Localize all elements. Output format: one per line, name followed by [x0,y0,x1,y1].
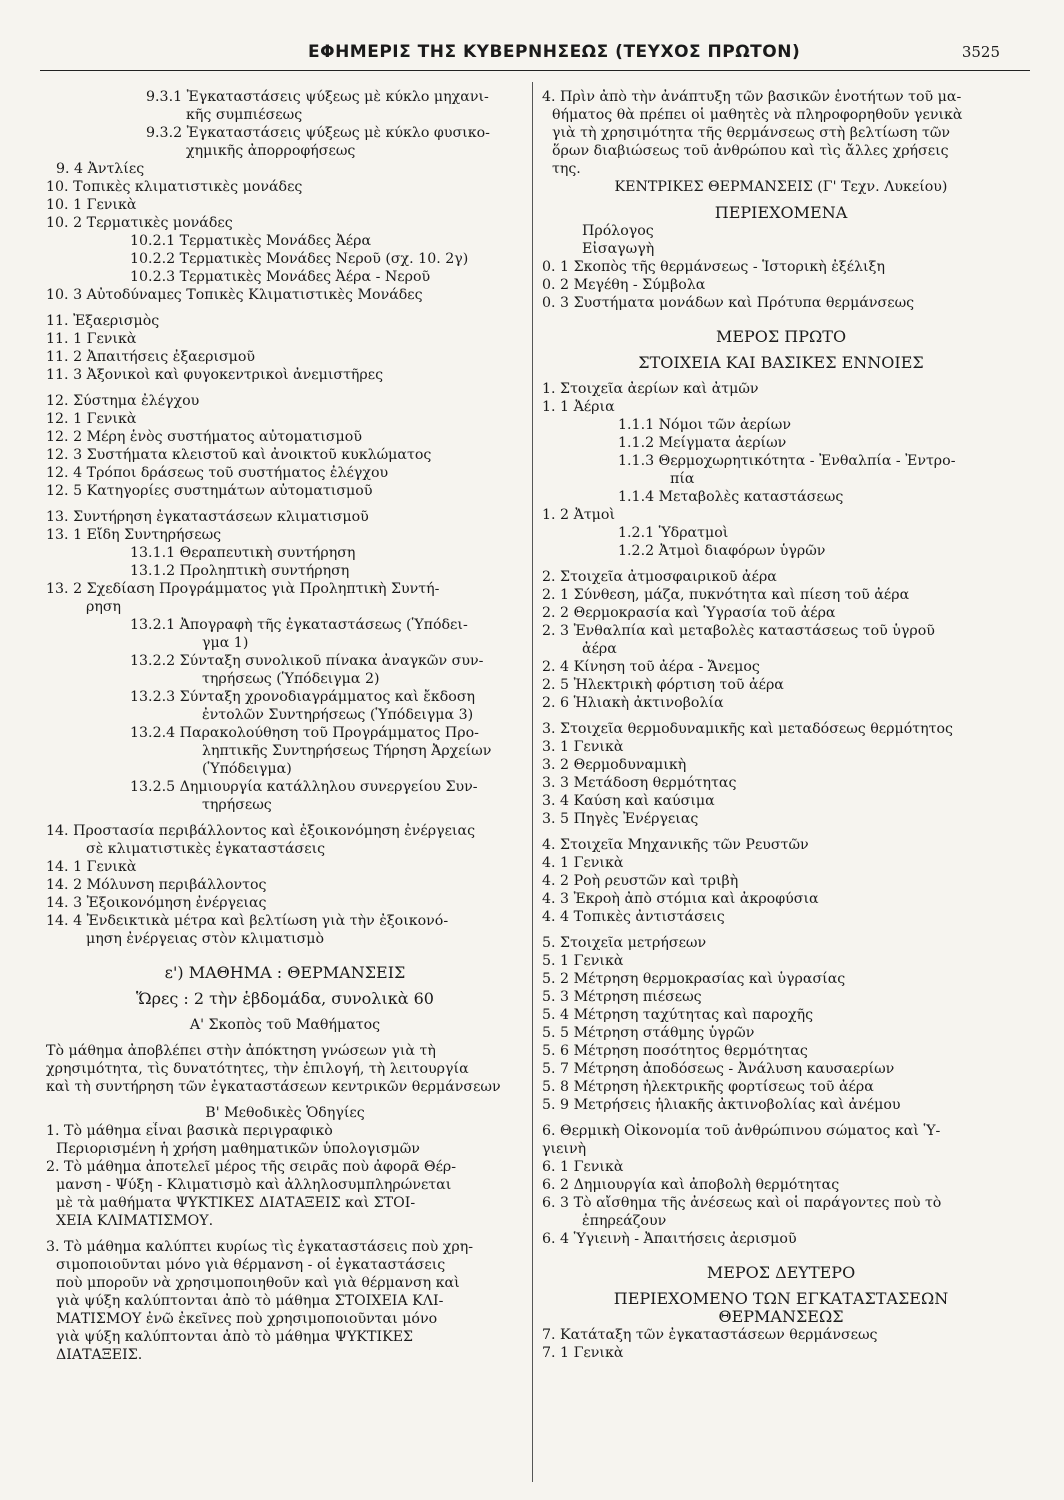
text-line: γιὰ τὴ χρησιμότητα τῆς θερμάνσεως στὴ βελτίωση τῶν [552,125,951,141]
text-line: 10. 3 Αὐτοδύναμες Τοπικὲς Κλιματιστικὲς Μονάδες [46,287,423,303]
part-heading: ΜΕΡΟΣ ΠΡΩΤΟ [715,328,847,346]
text-line: 13.1.2 Προληπτικὴ συντήρηση [130,563,350,579]
part-heading: ΜΕΡΟΣ ΔΕΥΤΕΡΟ [706,1264,856,1282]
text-line: 1.1.1 Νόμοι τῶν ἀερίων [618,417,791,433]
part-subheading: ΠΕΡΙΕΧΟΜΕΝΟ ΤΩΝ ΕΓΚΑΤΑΣΤΑΣΕΩΝ [613,1290,949,1308]
text-line: γμα 1) [202,635,249,651]
gazette-title: ΕΦΗΜΕΡΙΣ ΤΗΣ ΚΥΒΕΡΝΗΣΕΩΣ (ΤΕΥΧΟΣ ΠΡΩΤΟΝ) [308,42,801,62]
text-line: 10. 1 Γενικὰ [46,197,137,213]
text-line: 11. 2 Ἀπαιτήσεις ἐξαερισμοῦ [46,349,256,365]
text-line: μὲ τὰ μαθήματα ΨΥΚΤΙΚΕΣ ΔΙΑΤΑΞΕΙΣ καὶ ΣΤΟΙ- [56,1195,416,1211]
text-line: 2. 3 Ἐνθαλπία καὶ μεταβολὲς καταστάσεως τοῦ ὑγροῦ [542,623,935,639]
text-line: Ὥρες : 2 τὴν ἑβδομάδα, συνολικὰ 60 [136,990,434,1008]
text-line: γιὰ ψύξη καλύπτονται ἀπὸ τὸ μάθημα ΣΤΟΙΧΕΙΑ ΚΛΙ- [56,1293,444,1309]
text-line: ΔΙΑΤΑΞΕΙΣ. [56,1347,143,1363]
text-line: 1.2.2 Ἀτμοὶ διαφόρων ὑγρῶν [618,543,826,559]
text-line: 4. 3 Ἐκροὴ ἀπὸ στόμια καὶ ἀκροφύσια [542,891,819,907]
text-line: 5. 4 Μέτρηση ταχύτητας καὶ παροχῆς [542,1007,814,1023]
text-line: 14. 1 Γενικὰ [46,859,137,875]
text-line: 3. 5 Πηγὲς Ἐνέργειας [542,811,699,827]
text-line: 14. 4 Ἐνδεικτικὰ μέτρα καὶ βελτίωση γιὰ τὴν ἐξοικονό- [46,913,449,929]
text-line: 5. 6 Μέτρηση ποσότητος θερμότητας [542,1043,808,1059]
text-line: 5. 5 Μέτρηση στάθμης ὑγρῶν [542,1025,755,1041]
text-line: 13.2.2 Σύνταξη συνολικοῦ πίνακα ἀναγκῶν συν- [130,653,484,669]
text-line: 1.2.1 Ὑδρατμοὶ [618,525,729,541]
text-line: γιεινὴ [542,1141,587,1157]
course-heading: ΚΕΝΤΡΙΚΕΣ ΘΕΡΜΑΝΣΕΙΣ (Γ' Τεχν. Λυκείου) [614,179,948,195]
text-line: σιμοποιοῦνται μόνο γιὰ θέρμανση - οἱ ἐγκαταστάσεις [56,1257,446,1273]
text-line: 6. Θερμικὴ Οἰκονομία τοῦ ἀνθρώπινου σώματος καὶ Ὑ- [542,1123,941,1139]
text-line: ληπτικῆς Συντηρήσεως Τήρηση Ἀρχείων [202,743,492,759]
text-line: 14. 3 Ἐξοικονόμηση ἐνέργειας [46,895,267,911]
text-line: 14. Προστασία περιβάλλοντος καὶ ἐξοικονόμηση ἐνέργειας [46,823,476,839]
text-line: 14. 2 Μόλυνση περιβάλλοντος [46,877,267,893]
text-line: τηρήσεως [202,797,272,813]
text-line: 10. Τοπικὲς κλιματιστικὲς μονάδες [46,179,303,195]
text-line: 5. 3 Μέτρηση πιέσεως [542,989,702,1005]
text-line: 13.2.1 Ἀπογραφὴ τῆς ἐγκαταστάσεως (Ὑπόδει- [130,617,468,633]
text-line: 9.3.2 Ἐγκαταστάσεις ψύξεως μὲ κύκλο φυσικο- [146,125,490,141]
text-line: χρησιμότητα, τὶς δυνατότητες, τὴν ἐπιλογή, τὴ λειτουργία [46,1061,469,1077]
text-line: 5. 7 Μέτρηση ἀποδόσεως - Ἀνάλυση καυσαερίων [542,1061,895,1077]
text-line: 5. 2 Μέτρηση θερμοκρασίας καὶ ὑγρασίας [542,971,846,987]
text-line: 10.2.1 Τερματικὲς Μονάδες Ἀέρα [130,233,372,249]
text-line: πία [670,471,695,487]
text-line: 13. 2 Σχεδίαση Προγράμματος γιὰ Προληπτικὴ Συντή- [46,581,440,597]
text-line: 12. Σύστημα ἐλέγχου [46,393,200,409]
text-line: 5. 1 Γενικὰ [542,953,624,969]
text-line: 3. Τὸ μάθημα καλύπτει κυρίως τὶς ἐγκαταστάσεις ποὺ χρη- [46,1239,474,1255]
text-line: 9.3.1 Ἐγκαταστάσεις ψύξεως μὲ κύκλο μηχανι- [146,89,489,105]
text-line: (Ὑπόδειγμα) [202,761,292,777]
text-line: κῆς συμπιέσεως [186,107,303,123]
text-line: 0. 3 Συστήματα μονάδων καὶ Πρότυπα θερμάνσεως [542,295,915,311]
text-line: ὅρων διαβιώσεως τοῦ ἀνθρώπου καὶ τὶς ἄλλες χρήσεις [552,143,949,159]
text-line: 2. Στοιχεῖα ἀτμοσφαιρικοῦ ἀέρα [542,569,777,585]
subsection-title: Β' Μεθοδικὲς Ὁδηγίες [205,1105,365,1121]
text-line: 7. 1 Γενικὰ [542,1345,624,1361]
right-column [542,88,1020,1362]
column-divider [532,82,533,1482]
text-line: 1. Στοιχεῖα ἀερίων καὶ ἀτμῶν [542,381,759,397]
text-line: χημικῆς ἀπορροφήσεως [186,143,356,159]
text-line: 3. 2 Θερμοδυναμικὴ [542,757,687,773]
text-line: 1. 2 Ἀτμοὶ [542,507,616,523]
text-line: 11. Ἐξαερισμὸς [46,313,160,329]
text-line: 4. 1 Γενικὰ [542,855,624,871]
text-line: 9. 4 Ἀντλίες [56,161,145,177]
text-line: 2. 2 Θερμοκρασία καὶ Ὑγρασία τοῦ ἀέρα [542,605,836,621]
text-line: 12. 3 Συστήματα κλειστοῦ καὶ ἀνοικτοῦ κυκλώματος [46,447,432,463]
text-line: σὲ κλιματιστικὲς ἐγκαταστάσεις [86,841,326,857]
text-line: 10.2.3 Τερματικὲς Μονάδες Ἀέρα - Νεροῦ [130,269,431,285]
left-column [46,88,524,1364]
text-line: 5. Στοιχεῖα μετρήσεων [542,935,707,951]
text-line: ποὺ μποροῦν νὰ χρησιμοποιηθοῦν καὶ γιὰ θέρμανση καὶ [56,1275,460,1291]
text-line: 7. Κατάταξη τῶν ἐγκαταστάσεων θερμάνσεως [542,1327,878,1343]
text-line: 11. 1 Γενικὰ [46,331,137,347]
text-line: 1. Τὸ μάθημα εἶναι βασικὰ περιγραφικὸ [46,1123,333,1139]
text-line: 6. 3 Τὸ αἴσθημα τῆς ἀνέσεως καὶ οἱ παράγοντες ποὺ τὸ [542,1195,942,1211]
text-line: ἐντολῶν Συντηρήσεως (Ὑπόδειγμα 3) [202,707,474,723]
text-line: Τὸ μάθημα ἀποβλέπει στὴν ἀπόκτηση γνώσεων γιὰ τὴ [46,1043,436,1059]
part-subheading: ΣΤΟΙΧΕΙΑ ΚΑΙ ΒΑΣΙΚΕΣ ΕΝΝΟΙΕΣ [638,354,924,372]
text-line: 2. 4 Κίνηση τοῦ ἀέρα - Ἄνεμος [542,659,760,675]
text-line: 1.1.4 Μεταβολὲς καταστάσεως [618,489,844,505]
text-line: 2. 5 Ἠλεκτρικὴ φόρτιση τοῦ ἀέρα [542,677,784,693]
text-line: 6. 1 Γενικὰ [542,1159,624,1175]
text-line: 10. 2 Τερματικὲς μονάδες [46,215,233,231]
header-rule [40,70,1030,71]
text-line: 12. 4 Τρόποι δράσεως τοῦ συστήματος ἐλέγχου [46,465,389,481]
text-line: 3. Στοιχεῖα θερμοδυναμικῆς καὶ μεταδόσεως θερμότητος [542,721,953,737]
text-line: 10.2.2 Τερματικὲς Μονάδες Νεροῦ (σχ. 10. 2γ) [130,251,469,267]
text-line: 1. 1 Ἀέρια [542,399,615,415]
text-line: 6. 4 Ὑγιεινὴ - Ἀπαιτήσεις ἀερισμοῦ [542,1231,797,1247]
text-line: 13.1.1 Θεραπευτικὴ συντήρηση [130,545,356,561]
text-line: 0. 1 Σκοπὸς τῆς θερμάνσεως - Ἱστορικὴ ἐξέλιξη [542,259,885,275]
page-number: 3525 [961,43,1000,61]
text-line: 13.2.4 Παρακολούθηση τοῦ Προγράμματος Προ- [130,725,479,741]
text-line: ρηση [86,599,122,615]
text-line: 4. Πρὶν ἀπὸ τὴν ἀνάπτυξη τῶν βασικῶν ἑνοτήτων τοῦ μα- [542,89,962,105]
text-line: 12. 2 Μέρη ἑνὸς συστήματος αὐτοματισμοῦ [46,429,362,445]
text-line: 3. 4 Καύση καὶ καύσιμα [542,793,715,809]
text-line: 13. Συντήρηση ἐγκαταστάσεων κλιματισμοῦ [46,509,369,525]
text-line: 2. 1 Σύνθεση, μάζα, πυκνότητα καὶ πίεση τοῦ ἀέρα [542,587,910,603]
text-line: 4. 4 Τοπικὲς ἀντιστάσεις [542,909,725,925]
page-header [40,40,1024,66]
part-subheading: ΘΕΡΜΑΝΣΕΩΣ [718,1308,844,1326]
text-line: 2. Τὸ μάθημα ἀποτελεῖ μέρος τῆς σειρᾶς ποὺ ἀφορᾶ Θέρ- [46,1159,457,1175]
text-line: Εἰσαγωγὴ [582,241,655,257]
text-line: τηρήσεως (Ὑπόδειγμα 2) [202,671,380,687]
text-line: 13.2.5 Δημιουργία κατάλληλου συνεργείου Συν- [130,779,478,795]
text-line: 5. 9 Μετρήσεις ἡλιακῆς ἀκτινοβολίας καὶ ἀνέμου [542,1097,901,1113]
text-line: ΧΕΙΑ ΚΛΙΜΑΤΙΣΜΟΥ. [56,1213,214,1229]
text-line: 1.1.3 Θερμοχωρητικότητα - Ἐνθαλπία - Ἐντρο- [618,453,956,469]
text-line: θήματος θὰ πρέπει οἱ μαθητὲς νὰ πληροφορηθοῦν γενικὰ [552,107,963,123]
text-line: 13.2.3 Σύνταξη χρονοδιαγράμματος καὶ ἔκδοση [130,689,476,705]
text-line: 5. 8 Μέτρηση ἠλεκτρικῆς φορτίσεως τοῦ ἀέρα [542,1079,874,1095]
text-line: ΜΑΤΙΣΜΟΥ ἐνῶ ἐκεῖνες ποὺ χρησιμοποιοῦνται μόνο [56,1311,438,1327]
text-line: 1.1.2 Μείγματα ἀερίων [618,435,787,451]
text-line: ἐπηρεάζουν [582,1213,667,1229]
section-title: ε') ΜΑΘΗΜΑ : ΘΕΡΜΑΝΣΕΙΣ [164,964,406,982]
text-line: 3. 1 Γενικὰ [542,739,624,755]
text-line: καὶ τὴ συντήρηση τῶν ἐγκαταστάσεων κεντρικῶν θερμάνσεων [46,1079,501,1095]
text-line: 3. 3 Μετάδοση θερμότητας [542,775,737,791]
text-line: γιὰ ψύξη καλύπτονται ἀπὸ τὸ μάθημα ΨΥΚΤΙΚΕΣ [56,1329,414,1345]
text-line: 12. 5 Κατηγορίες συστημάτων αὐτοματισμοῦ [46,483,373,499]
text-line: 0. 2 Μεγέθη - Σύμβολα [542,277,706,293]
text-line: 12. 1 Γενικὰ [46,411,137,427]
text-line: της. [552,161,581,177]
text-line: 11. 3 Ἀξονικοὶ καὶ φυγοκεντρικοὶ ἀνεμιστῆρες [46,367,384,383]
text-line: 13. 1 Εἴδη Συντηρήσεως [46,527,222,543]
text-line: Πρόλογος [582,223,654,239]
text-line: ἀέρα [582,641,617,657]
text-line: μηση ἐνέργειας στὸν κλιματισμὸ [86,931,325,947]
text-line: μανση - Ψύξη - Κλιματισμὸ καὶ ἀλληλοσυμπληρώνεται [56,1177,452,1193]
text-line: Περιορισμένη ἡ χρήση μαθηματικῶν ὑπολογισμῶν [56,1141,420,1157]
text-line: 6. 2 Δημιουργία καὶ ἀποβολὴ θερμότητας [542,1177,840,1193]
subsection-title: Α' Σκοπὸς τοῦ Μαθήματος [189,1017,381,1033]
text-line: 4. 2 Ροὴ ρευστῶν καὶ τριβὴ [542,873,739,889]
contents-heading: ΠΕΡΙΕΧΟΜΕΝΑ [714,204,848,222]
text-line: 4. Στοιχεῖα Μηχανικῆς τῶν Ρευστῶν [542,837,809,853]
text-line: 2. 6 Ἡλιακὴ ἀκτινοβολία [542,695,724,711]
